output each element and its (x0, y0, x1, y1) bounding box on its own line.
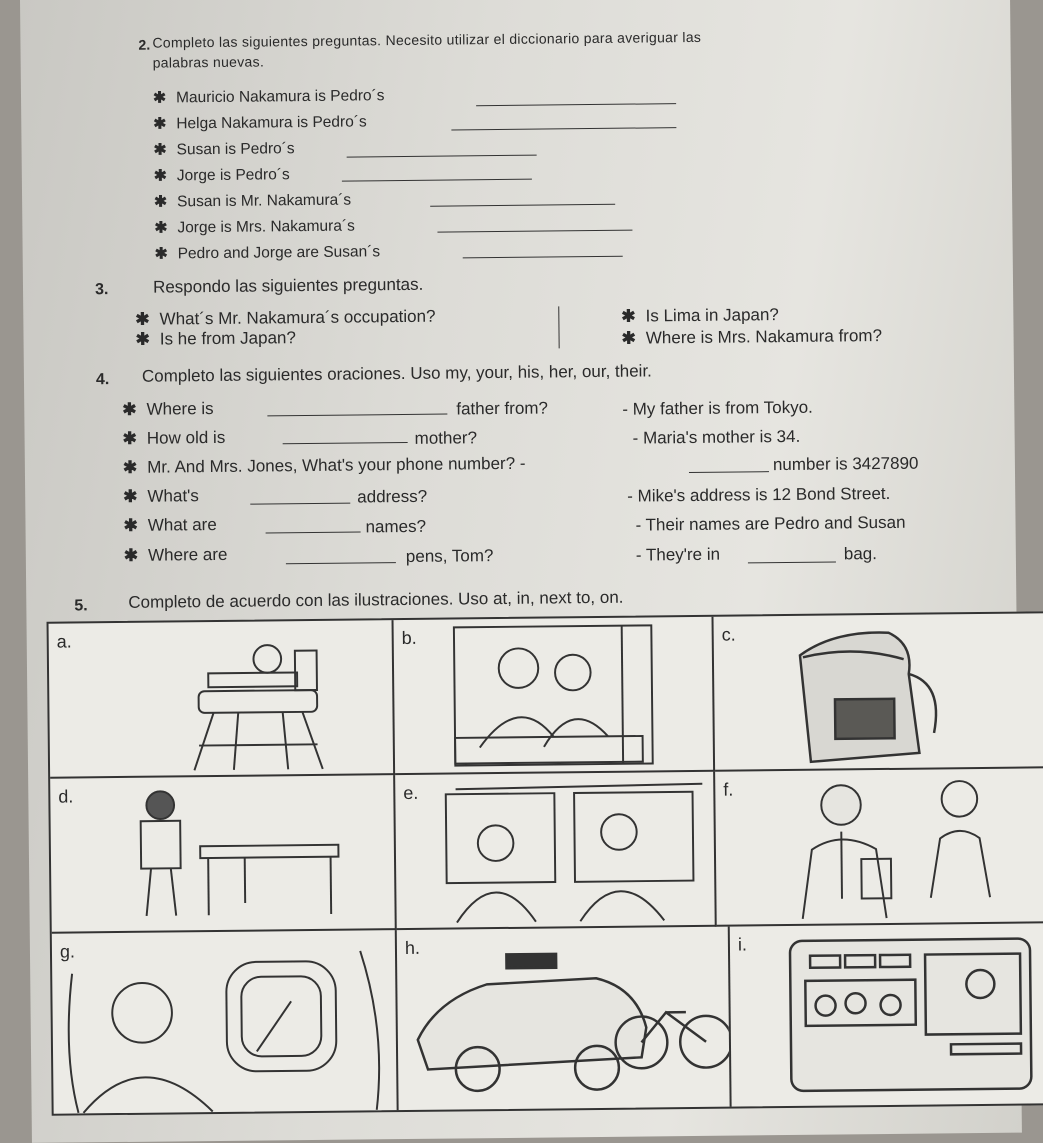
ex3-question-text: What´s Mr. Nakamura´s occupation? (159, 306, 436, 329)
ex5-instruction: Completo de acuerdo con las ilustraciones. Uso at, in, next to, on. (128, 587, 624, 612)
ex2-item: ✱ Jorge is Mrs. Nakamura´s (154, 217, 355, 237)
ex4-sentence: ✱ Where is (122, 398, 214, 419)
ex4-answer: - Maria's mother is 34. (632, 426, 801, 448)
ex2-blank[interactable] (430, 190, 615, 207)
ex4-answer-end: bag. (843, 544, 878, 564)
ex4-sentence-end: number is 3427890 (772, 453, 919, 475)
panel-c (713, 613, 1043, 771)
ex2-number: 2. (138, 36, 151, 53)
ex2-item: ✱ Jorge is Pedro´s (153, 166, 290, 185)
ex4-sentence-end: pens, Tom? (405, 546, 494, 566)
ex2-blank[interactable] (437, 216, 632, 233)
ex3-question-text: Is Lima in Japan? (645, 305, 779, 326)
ex4-blank[interactable] (286, 548, 396, 564)
ex4-blank[interactable] (748, 547, 836, 563)
boy-table-icon (50, 775, 395, 932)
panel-label: a. (56, 631, 72, 652)
ex2-item: ✱ Susan is Pedro´s (153, 140, 295, 159)
panel-g (52, 930, 399, 1114)
ex2-item-text: Pedro and Jorge are Susan´s (177, 243, 381, 263)
panel-f (715, 768, 1043, 926)
ex2-blank[interactable] (463, 242, 623, 259)
panel-i (730, 923, 1043, 1106)
panel-b (394, 617, 716, 775)
panel-label: f. (723, 779, 734, 800)
ex2-instruction-line2: palabras nuevas. (152, 53, 265, 71)
ex4-instruction: Completo las siguientes oraciones. Uso my, your, his, her, our, their. (141, 361, 652, 386)
ex2-blank[interactable] (347, 141, 537, 158)
ex4-sentence-end: father from? (456, 398, 549, 419)
ex3-question: ✱ Is he from Japan? (135, 328, 296, 349)
ex2-item-text: Helga Nakamura is Pedro´s (176, 113, 367, 133)
ex2-blank[interactable] (451, 113, 676, 130)
ex4-sentence-end: mother? (414, 428, 478, 448)
panel-e (395, 772, 717, 930)
ex3-question-text: Where is Mrs. Nakamura from? (645, 325, 883, 348)
ex2-instruction-line1: Completo las siguientes preguntas. Necesito utilizar el diccionario para averiguar las (152, 28, 702, 51)
panel-label: b. (401, 627, 417, 649)
panel-label: g. (59, 941, 76, 962)
panel-label: h. (404, 937, 421, 959)
ex4-answer: - They're in (635, 544, 721, 565)
woman-airplane-window-icon (52, 930, 397, 1114)
ex4-sentence-end: names? (365, 516, 427, 537)
ex2-item-text: Mauricio Nakamura is Pedro´s (175, 87, 385, 107)
ex2-item: ✱ Mauricio Nakamura is Pedro´s (152, 87, 385, 107)
ex2-item-text: Susan is Mr. Nakamura´s (177, 191, 352, 211)
ex2-item: ✱ Susan is Mr. Nakamura´s (154, 191, 352, 211)
panel-label: e. (403, 782, 419, 804)
ex2-item-text: Jorge is Pedro´s (176, 166, 290, 185)
panel-h (397, 927, 732, 1110)
ex2-blank[interactable] (342, 165, 532, 182)
couple-window-icon (394, 617, 714, 773)
ex4-answer: - Mike's address is 12 Bond Street. (627, 483, 891, 506)
panel-a (49, 620, 396, 779)
ex4-sentence: ✱ What's (123, 486, 199, 506)
bus-passengers-icon (395, 772, 715, 928)
ex4-sentence: ✱ Where are (123, 544, 228, 565)
ex5-number: 5. (74, 597, 88, 615)
bus-icon (730, 923, 1043, 1106)
ex4-blank[interactable] (283, 428, 408, 444)
car-bicycle-icon (397, 927, 730, 1110)
ex3-question-text: Is he from Japan? (159, 328, 296, 349)
backpack-icon (713, 613, 1043, 769)
ex2-item-text: Susan is Pedro´s (176, 140, 295, 159)
ex2-item: ✱ Pedro and Jorge are Susan´s (154, 243, 381, 263)
ex3-question: ✱ Is Lima in Japan? (621, 305, 779, 326)
ex4-blank[interactable] (267, 400, 447, 417)
ex4-blank[interactable] (689, 457, 769, 473)
ex4-blank[interactable] (265, 517, 360, 533)
ex2-item-text: Jorge is Mrs. Nakamura´s (177, 217, 355, 237)
illustration-grid (47, 611, 1043, 1115)
ex4-number: 4. (95, 371, 110, 389)
ex3-question: ✱ Where is Mrs. Nakamura from? (621, 325, 883, 348)
panel-label: d. (58, 786, 74, 807)
ex4-answer: - Their names are Pedro and Susan (635, 512, 906, 535)
ex4-answer: - My father is from Tokyo. (622, 397, 813, 419)
baby-highchair-icon (49, 620, 394, 777)
ex3-question: ✱ What´s Mr. Nakamura´s occupation? (135, 306, 436, 329)
ex4-sentence-end: address? (357, 486, 428, 507)
panel-d (50, 775, 397, 934)
panel-label: i. (737, 934, 748, 955)
ex4-sentence: ✱ Mr. And Mrs. Jones, What's your phone number? - (122, 453, 526, 477)
ex4-sentence: ✱ How old is (122, 427, 226, 448)
ex3-instruction: Respondo las siguientes preguntas. (152, 274, 424, 297)
man-woman-street-icon (715, 768, 1043, 924)
panel-label: c. (721, 624, 736, 645)
ex2-item: ✱ Helga Nakamura is Pedro´s (153, 113, 367, 133)
ex4-sentence: ✱ What are (123, 514, 217, 535)
ex4-blank[interactable] (250, 489, 350, 505)
ex2-blank[interactable] (476, 89, 676, 106)
ex3-divider (558, 306, 559, 348)
worksheet-page (20, 0, 1022, 1143)
ex3-number: 3. (94, 281, 109, 299)
